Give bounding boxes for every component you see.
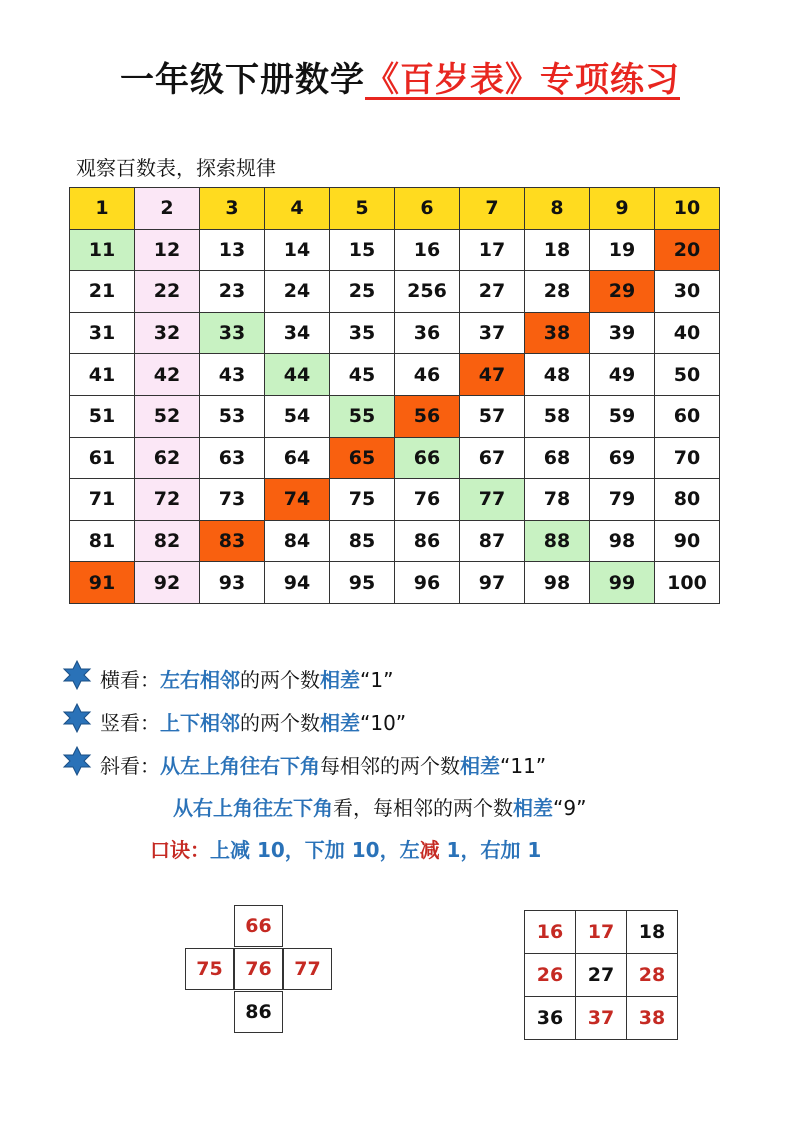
table-cell: 66 [395, 437, 460, 479]
table-cell: 86 [395, 520, 460, 562]
table-cell: 37 [460, 312, 525, 354]
table-cell: 97 [460, 562, 525, 604]
table-cell: 47 [460, 354, 525, 396]
table-cell: 100 [655, 562, 720, 604]
cross-left-cell: 75 [185, 948, 234, 990]
rule-label: 横看： [100, 668, 160, 692]
star-icon [62, 746, 92, 776]
grid-cell: 18 [627, 911, 678, 954]
grid-cell: 28 [627, 954, 678, 997]
table-cell: 74 [265, 479, 330, 521]
rule-keyword: 从左上角往右下角 [160, 754, 320, 778]
grid-cell: 37 [576, 997, 627, 1040]
table-cell: 56 [395, 395, 460, 437]
rule-antidiagonal [173, 792, 586, 821]
table-cell: 68 [525, 437, 590, 479]
table-cell: 40 [655, 312, 720, 354]
table-cell: 55 [330, 395, 395, 437]
rule-keyword: 相差 [320, 668, 360, 692]
table-cell: 10 [655, 188, 720, 230]
table-cell: 39 [590, 312, 655, 354]
table-row [70, 437, 720, 479]
grid-cell: 17 [576, 911, 627, 954]
rule-horizontal [100, 664, 393, 693]
table-cell: 84 [265, 520, 330, 562]
table-row [70, 562, 720, 604]
mnemonic [150, 834, 541, 863]
table-cell: 82 [135, 520, 200, 562]
table-cell: 76 [395, 479, 460, 521]
table-cell: 93 [200, 562, 265, 604]
table-cell: 92 [135, 562, 200, 604]
table-cell: 48 [525, 354, 590, 396]
table-cell: 51 [70, 395, 135, 437]
table-cell: 90 [655, 520, 720, 562]
table-cell: 19 [590, 229, 655, 271]
table-cell: 29 [590, 271, 655, 313]
table-cell: 23 [200, 271, 265, 313]
table-cell: 6 [395, 188, 460, 230]
table-row [70, 271, 720, 313]
table-cell: 11 [70, 229, 135, 271]
table-cell: 24 [265, 271, 330, 313]
table-cell: 65 [330, 437, 395, 479]
rule-label: 斜看： [100, 754, 160, 778]
table-cell: 85 [330, 520, 395, 562]
table-cell: 61 [70, 437, 135, 479]
table-cell: 28 [525, 271, 590, 313]
table-cell: 16 [395, 229, 460, 271]
table-cell: 13 [200, 229, 265, 271]
hundred-table [69, 187, 720, 604]
cross-right-cell: 77 [283, 948, 332, 990]
star-icon [62, 660, 92, 690]
rule-label: 竖看： [100, 711, 160, 735]
table-cell: 98 [590, 520, 655, 562]
table-cell: 34 [265, 312, 330, 354]
table-cell: 69 [590, 437, 655, 479]
table-row [70, 395, 720, 437]
table-cell: 15 [330, 229, 395, 271]
table-cell: 14 [265, 229, 330, 271]
rule-keyword: 相差 [460, 754, 500, 778]
table-cell: 57 [460, 395, 525, 437]
table-cell: 94 [265, 562, 330, 604]
table-cell: 22 [135, 271, 200, 313]
table-cell: 79 [590, 479, 655, 521]
rule-value: “10” [360, 711, 407, 735]
table-cell: 77 [460, 479, 525, 521]
table-row [70, 354, 720, 396]
table-cell: 83 [200, 520, 265, 562]
table-cell: 98 [525, 562, 590, 604]
table-cell: 71 [70, 479, 135, 521]
table-cell: 59 [590, 395, 655, 437]
rule-text: 每相邻的两个数 [320, 754, 460, 778]
rule-keyword: 相差 [513, 796, 553, 820]
mnemonic-text: 1，右加 1 [439, 838, 542, 862]
rule-vertical [100, 707, 406, 736]
rule-value: “9” [553, 796, 587, 820]
table-cell: 32 [135, 312, 200, 354]
table-cell: 75 [330, 479, 395, 521]
star-icon [62, 703, 92, 733]
table-cell: 1 [70, 188, 135, 230]
table-cell: 8 [525, 188, 590, 230]
table-cell: 70 [655, 437, 720, 479]
table-cell: 3 [200, 188, 265, 230]
cross-center-cell: 76 [234, 948, 283, 990]
table-cell: 43 [200, 354, 265, 396]
rule-value: “1” [360, 668, 394, 692]
table-cell: 96 [395, 562, 460, 604]
table-cell: 256 [395, 271, 460, 313]
table-cell: 62 [135, 437, 200, 479]
subtitle: 观察百数表，探索规律 [76, 156, 276, 180]
table-cell: 53 [200, 395, 265, 437]
table-row [70, 188, 720, 230]
table-cell: 38 [525, 312, 590, 354]
table-cell: 33 [200, 312, 265, 354]
table-cell: 80 [655, 479, 720, 521]
table-cell: 58 [525, 395, 590, 437]
page-title [0, 52, 800, 101]
table-cell: 72 [135, 479, 200, 521]
table-row [70, 520, 720, 562]
table-cell: 44 [265, 354, 330, 396]
table-cell: 95 [330, 562, 395, 604]
table-cell: 81 [70, 520, 135, 562]
table-cell: 17 [460, 229, 525, 271]
table-cell: 7 [460, 188, 525, 230]
table-cell: 87 [460, 520, 525, 562]
table-cell: 78 [525, 479, 590, 521]
table-cell: 25 [330, 271, 395, 313]
table-cell: 20 [655, 229, 720, 271]
table-cell: 2 [135, 188, 200, 230]
title-prefix: 一年级下册数学 [120, 60, 365, 100]
grid-exercise [524, 910, 678, 1040]
table-row [70, 312, 720, 354]
table-cell: 63 [200, 437, 265, 479]
grid-cell: 36 [525, 997, 576, 1040]
cross-exercise [185, 905, 335, 1035]
table-cell: 9 [590, 188, 655, 230]
table-cell: 54 [265, 395, 330, 437]
cross-top-cell: 66 [234, 905, 283, 947]
rule-keyword: 相差 [320, 711, 360, 735]
grid-cell: 16 [525, 911, 576, 954]
grid-cell: 26 [525, 954, 576, 997]
table-cell: 91 [70, 562, 135, 604]
grid-cell: 27 [576, 954, 627, 997]
table-cell: 46 [395, 354, 460, 396]
table-cell: 21 [70, 271, 135, 313]
table-cell: 36 [395, 312, 460, 354]
grid-cell: 38 [627, 997, 678, 1040]
table-cell: 27 [460, 271, 525, 313]
table-cell: 18 [525, 229, 590, 271]
mnemonic-label: 口诀： [150, 838, 210, 862]
rule-keyword: 上下相邻 [160, 711, 240, 735]
table-cell: 88 [525, 520, 590, 562]
table-row [70, 229, 720, 271]
table-cell: 5 [330, 188, 395, 230]
rule-keyword: 从右上角往左下角 [173, 796, 333, 820]
rule-keyword: 左右相邻 [160, 668, 240, 692]
table-cell: 12 [135, 229, 200, 271]
rule-diagonal [100, 750, 546, 779]
mnemonic-text: 上减 10，下加 10，左 [210, 838, 420, 862]
table-row [70, 479, 720, 521]
table-cell: 31 [70, 312, 135, 354]
rule-text: 的两个数 [240, 711, 320, 735]
table-cell: 35 [330, 312, 395, 354]
table-cell: 52 [135, 395, 200, 437]
table-cell: 30 [655, 271, 720, 313]
rule-value: “11” [500, 754, 547, 778]
mnemonic-text: 减 [419, 838, 440, 862]
cross-bottom-cell: 86 [234, 991, 283, 1033]
table-cell: 50 [655, 354, 720, 396]
table-cell: 73 [200, 479, 265, 521]
title-highlight: 《百岁表》专项练习 [365, 60, 680, 100]
table-cell: 4 [265, 188, 330, 230]
table-cell: 67 [460, 437, 525, 479]
table-cell: 41 [70, 354, 135, 396]
table-cell: 64 [265, 437, 330, 479]
table-cell: 60 [655, 395, 720, 437]
table-cell: 99 [590, 562, 655, 604]
rule-text: 看，每相邻的两个数 [333, 796, 513, 820]
rule-text: 的两个数 [240, 668, 320, 692]
table-cell: 49 [590, 354, 655, 396]
table-cell: 42 [135, 354, 200, 396]
table-cell: 45 [330, 354, 395, 396]
